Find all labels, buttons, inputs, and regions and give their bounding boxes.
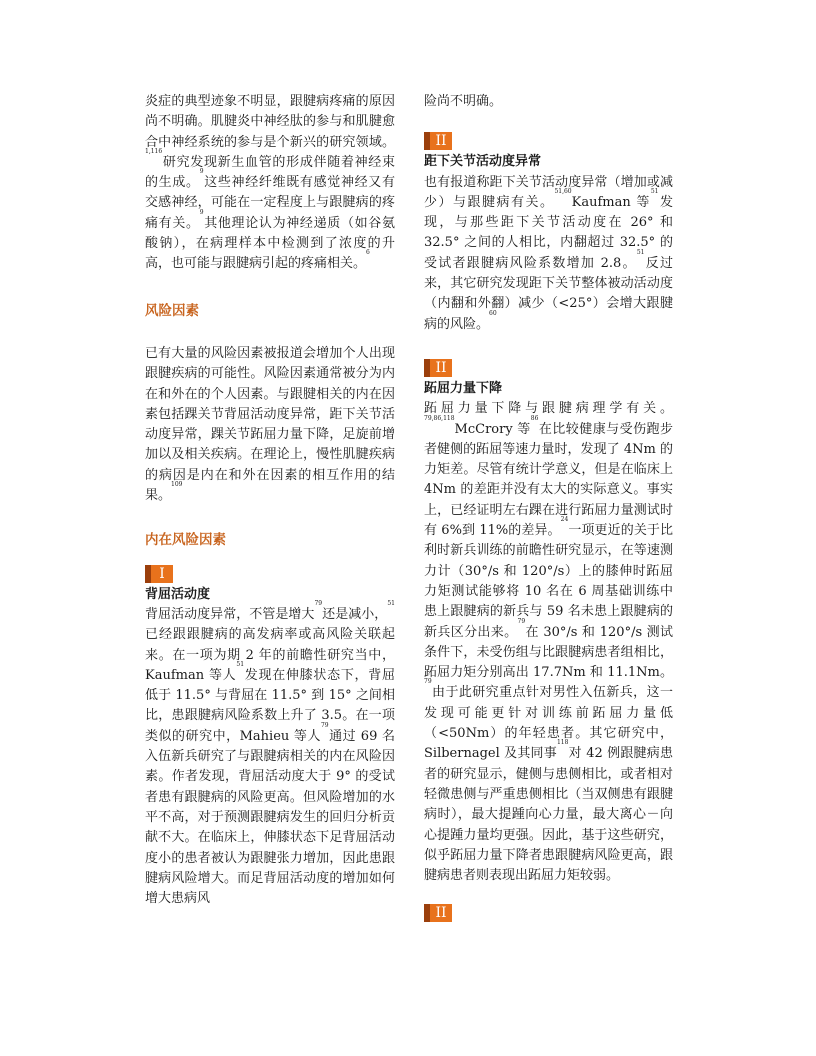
text: 通过 69 名入伍新兵研究了与跟腱病相关的内在风险因素。作者发现，背屈活动度大于 9° 的受试者患有跟腱病的风险更高。但风险增加的水平不高，对于预测跟腱病发生的回归分析贡献不大。在临床上，伸膝状态下足背屈活动度小的患者被认为跟腱张力增加，因此患跟腱病风险增大。而足背屈活动度的增加如何增大患病风 (145, 728, 395, 907)
evidence-level-badge: II (424, 904, 452, 922)
text: 发现在伸膝状态下，背屈低于 11.5° 与背屈在 11.5° 到 15° 之间相比，患跟腱病风险系数上升了 3.5。在一项类似的研究中，Mahieu 等人 (145, 667, 395, 744)
paragraph-dorsiflexion (145, 599, 395, 909)
text: 反过来，其它研究发现距下关节整体被动活动度（内翻和外翻）减少（<25°）会增大跟腱病的风险。 (424, 255, 673, 332)
text: 在比较健康与受伤跑步者健侧的跖屈等速力量时，发现了 4Nm 的力矩差。尽管有统计学意义，但是在临床上 4Nm 的差距并没有太大的实际意义。事实上，已经证明左右踝在进行跖屈力量测试时有 6%到 11%的差异。 (424, 421, 673, 539)
paragraph-pain-mechanism (145, 92, 395, 275)
citation: 9 (199, 208, 204, 216)
text: 研究发现新生血管的形成伴随着神经束的生成。 (145, 154, 395, 191)
citation: 86 (530, 414, 539, 422)
level-badge-row (145, 565, 395, 585)
text: 一项更近的关于比利时新兵训练的前瞻性研究显示，在等速测力计（30°/s 和 120°/s）上的膝伸时跖屈力矩测试能够将 10 名在 6 周基础训练中患上跟腱病的新兵与 59 名未患上跟腱病的新兵区分出来。 (424, 523, 673, 640)
text: 也有报道称距下关节活动度异常（增加或减少）与跟腱病有关。 (424, 174, 673, 210)
citation: 51 (636, 248, 645, 256)
citation: 79 (517, 617, 526, 625)
heading-dorsiflexion: 背屈活动度 (145, 586, 211, 602)
paragraph-risk-factors (145, 344, 395, 506)
citation: 60 (489, 309, 497, 317)
evidence-level-badge: II (424, 132, 452, 150)
right-column (424, 92, 673, 924)
text: Kaufman 等 (571, 194, 651, 210)
text: 背屈活动度异常，不管是增大 (145, 606, 315, 622)
heading-subtalar: 距下关节活动度异常 (424, 154, 542, 170)
citation: 24 (560, 516, 569, 524)
text: 炎症的典型迹象不明显，跟腱病疼痛的原因尚不明确。肌腱炎中神经肽的参与和肌腱愈合中神经系统的参与是个新兴的研究领域。 (145, 94, 395, 150)
text: 这些神经纤维既有感觉神经又有交感神经，可能在一定程度上与跟腱病的疼痛有关。 (145, 175, 395, 231)
citation: 51 (387, 599, 395, 607)
heading-intrinsic-risk-factors: 内在风险因素 (145, 532, 226, 549)
text: 由于此研究重点针对男性入伍新兵，这一发现可能更针对训练前跖屈力量低（<50Nm）的年轻患者。其它研究中，Silbernagel 及其同事 (424, 685, 673, 762)
text: 已有大量的风险因素被报道会增加个人出现跟腱疾病的可能性。风险因素通常被分为内在和外在的个人因素。与跟腱相关的内在因素包括踝关节背屈活动度异常，距下关节活动度异常，踝关节跖屈力量下降，足旋前增加以及相关疾病。在理论上，慢性肌腱疾病的病因是内在和外在因素的相互作用的结果。 (145, 345, 395, 504)
paragraph-subtalar (424, 173, 673, 335)
evidence-level-badge: II (424, 359, 452, 377)
text: 还是减小， (322, 606, 388, 622)
citation: 118 (556, 739, 569, 747)
level-badge-row (424, 359, 673, 379)
heading-plantarflexion: 跖屈力量下降 (424, 380, 503, 396)
citation: 79 (320, 721, 329, 729)
heading-risk-factors: 风险因素 (145, 302, 199, 319)
text: 跖屈力量下降与跟腱病理学有关。 (424, 401, 673, 417)
text: 已经跟跟腱病的高发病率或高风险关联起来。在一项为期 2 年的前瞻性研究当中，Kaufman 等人 (145, 627, 395, 683)
evidence-level-badge: I (145, 565, 173, 583)
citation: 1,116 (145, 147, 163, 155)
level-badge-row (424, 132, 673, 152)
text: 对 42 例跟腱病患者的研究显示，健侧与患侧相比，或者相对轻微患侧与严重患侧相比（当双侧患有跟腱病时），最大提踵向心力量，最大离心－向心提踵力量均更强。因此，基于这些研究，似乎跖屈力量下降者患跟腱病风险更高，跟腱病患者则表现出跖屈力矩较弱。 (424, 746, 673, 884)
citation: 79 (314, 599, 323, 607)
paragraph-plantarflexion (424, 399, 673, 886)
citation: 79 (424, 678, 432, 686)
citation: 6 (366, 249, 370, 257)
paragraph-continued: 险尚不明确。 (424, 94, 503, 109)
citation: 9 (199, 168, 204, 176)
text: 在 30°/s 和 120°/s 测试条件下，未受伤组与比跟腱病患者组相比，跖屈力矩分别高出 17.7Nm 和 11.1Nm。 (424, 624, 673, 681)
left-column (145, 92, 395, 909)
text: McCrory 等 (454, 421, 531, 437)
level-badge-row (424, 904, 673, 924)
text: 其他理论认为神经递质（如谷氨酸钠），在病理样本中检测到了浓度的升高，也可能与跟腱病引起的疼痛相关。 (145, 215, 395, 272)
text: 发现，与那些距下关节活动度在 26° 和 32.5° 之间的人相比，内翻超过 32.5° 的受试者跟腱病风险系数增加 2.8。 (424, 194, 673, 271)
citation: 79,86,118 (424, 414, 455, 422)
citation: 109 (171, 481, 183, 489)
citation: 51,60 (554, 187, 572, 195)
citation: 51 (236, 660, 245, 668)
citation: 51 (650, 187, 659, 195)
